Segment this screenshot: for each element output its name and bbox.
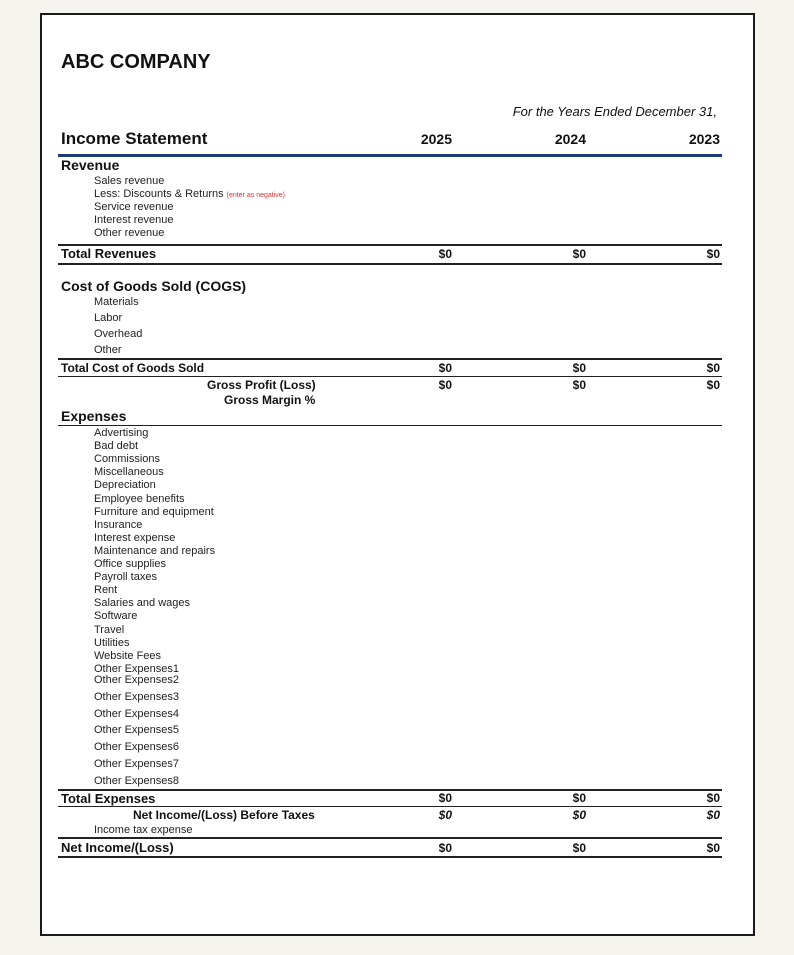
divider — [58, 263, 722, 265]
line-item — [94, 201, 174, 213]
net-income-2023: $0 — [706, 841, 720, 855]
line-item-label: Software — [94, 610, 138, 623]
line-item-label: Other — [94, 344, 122, 356]
line-item-label: Depreciation — [94, 479, 156, 492]
net-income-label: Net Income/(Loss) — [61, 840, 174, 855]
line-item — [94, 558, 166, 570]
revenue-heading: Revenue — [61, 157, 120, 173]
line-item — [94, 571, 157, 583]
divider — [58, 358, 722, 360]
total-cogs-label: Total Cost of Goods Sold — [61, 361, 205, 375]
line-item — [94, 427, 148, 439]
total-expenses-label: Total Expenses — [61, 791, 156, 806]
line-item-label: Maintenance and repairs — [94, 544, 216, 557]
line-item-label: Insurance — [94, 518, 143, 531]
statement-title: Income Statement — [61, 129, 208, 148]
line-item — [94, 637, 129, 649]
total-revenues-2025: $0 — [438, 247, 452, 261]
line-item-label: Advertising — [94, 427, 149, 439]
line-item — [94, 650, 161, 662]
before-tax-2024: $0 — [572, 808, 586, 822]
line-item-label: Interest expense — [94, 531, 176, 544]
period-label: For the Years Ended December 31, — [512, 104, 717, 119]
total-cogs-2023: $0 — [706, 361, 720, 375]
line-item-label: Other Expenses5 — [94, 724, 179, 736]
line-item — [94, 708, 179, 720]
line-item-label: Overhead — [94, 328, 143, 340]
line-item-label: Other Expenses7 — [94, 758, 179, 770]
line-item-label: Interest revenue — [94, 214, 174, 226]
company-name: ABC COMPANY — [61, 51, 211, 73]
line-item — [94, 466, 164, 478]
line-item — [94, 519, 142, 531]
gross-profit-2023: $0 — [706, 378, 720, 392]
negative-entry-note: (enter as negative) — [226, 192, 285, 199]
line-item-label: Commissions — [94, 453, 161, 466]
divider — [58, 837, 722, 839]
line-item-label: Other Expenses2 — [94, 674, 179, 686]
line-item-label: Website Fees — [94, 649, 162, 662]
before-tax-label: Net Income/(Loss) Before Taxes — [133, 808, 315, 822]
line-item — [94, 344, 122, 356]
line-item — [94, 584, 117, 596]
total-expenses-2025: $0 — [438, 791, 452, 805]
line-item — [94, 624, 124, 636]
line-item — [94, 188, 285, 200]
line-item-label: Materials — [94, 296, 139, 308]
gross-profit-2025: $0 — [438, 378, 452, 392]
line-item-label: Other Expenses8 — [94, 775, 179, 787]
line-item-label: Employee benefits — [94, 492, 185, 505]
year-header-1: 2025 — [420, 131, 452, 147]
line-item-label: Other Expenses3 — [94, 691, 179, 703]
income-statement-sheet — [40, 13, 755, 936]
cogs-heading: Cost of Goods Sold (COGS) — [61, 278, 247, 294]
gross-profit-label: Gross Profit (Loss) — [207, 378, 316, 392]
line-item — [94, 597, 190, 609]
line-item — [94, 227, 164, 239]
line-item-label: Rent — [94, 584, 118, 597]
line-item — [94, 545, 215, 557]
line-item-label: Payroll taxes — [94, 571, 157, 584]
before-tax-2025: $0 — [438, 808, 452, 822]
divider — [58, 856, 722, 858]
line-item-label: Other Expenses4 — [94, 708, 179, 720]
line-item-label: Travel — [94, 623, 125, 636]
line-item — [94, 758, 179, 770]
total-revenues-label: Total Revenues — [61, 246, 157, 261]
year-header-3: 2023 — [688, 131, 720, 147]
line-item — [94, 440, 138, 452]
total-cogs-2025: $0 — [438, 361, 452, 375]
net-income-2025: $0 — [438, 841, 452, 855]
line-item — [94, 175, 164, 187]
line-item — [94, 691, 179, 703]
line-item — [94, 775, 179, 787]
line-item-label: Service revenue — [94, 201, 174, 213]
divider — [58, 244, 722, 246]
total-cogs-2024: $0 — [572, 361, 586, 375]
header-divider — [58, 154, 722, 157]
line-item — [94, 328, 142, 340]
line-item-label: Labor — [94, 312, 123, 324]
line-item-label: Utilities — [94, 636, 130, 649]
line-item-label: Other Expenses6 — [94, 741, 179, 753]
line-item — [94, 312, 122, 324]
income-tax-label: Income tax expense — [94, 824, 193, 836]
line-item — [94, 532, 175, 544]
line-item — [94, 724, 179, 736]
line-item-label: Office supplies — [94, 558, 166, 570]
line-item — [94, 506, 214, 518]
line-item-label: Bad debt — [94, 440, 139, 453]
divider — [58, 376, 722, 377]
line-item — [94, 479, 156, 491]
line-item-label: Less: Discounts & Returns — [94, 188, 224, 200]
gross-profit-2024: $0 — [572, 378, 586, 392]
divider — [58, 806, 722, 807]
line-item-label: Other revenue — [94, 227, 165, 239]
line-item — [94, 610, 137, 622]
net-income-2024: $0 — [572, 841, 586, 855]
line-item-label: Salaries and wages — [94, 597, 191, 610]
total-expenses-2023: $0 — [706, 791, 720, 805]
expenses-heading: Expenses — [61, 408, 127, 424]
total-revenues-2024: $0 — [572, 247, 586, 261]
line-item — [94, 663, 179, 675]
line-item-label: Sales revenue — [94, 175, 165, 187]
total-revenues-2023: $0 — [706, 247, 720, 261]
line-item — [94, 296, 139, 308]
line-item — [94, 741, 179, 753]
year-header-2: 2024 — [554, 131, 586, 147]
line-item-label: Furniture and equipment — [94, 505, 214, 518]
divider — [58, 425, 722, 426]
line-item — [94, 214, 174, 226]
total-expenses-2024: $0 — [572, 791, 586, 805]
line-item — [94, 493, 185, 505]
gross-margin-label: Gross Margin % — [224, 393, 316, 407]
line-item-label: Miscellaneous — [94, 466, 164, 479]
line-item — [94, 453, 160, 465]
before-tax-2023: $0 — [706, 808, 720, 822]
line-item — [94, 674, 179, 686]
line-item-label: Other Expenses1 — [94, 662, 179, 675]
